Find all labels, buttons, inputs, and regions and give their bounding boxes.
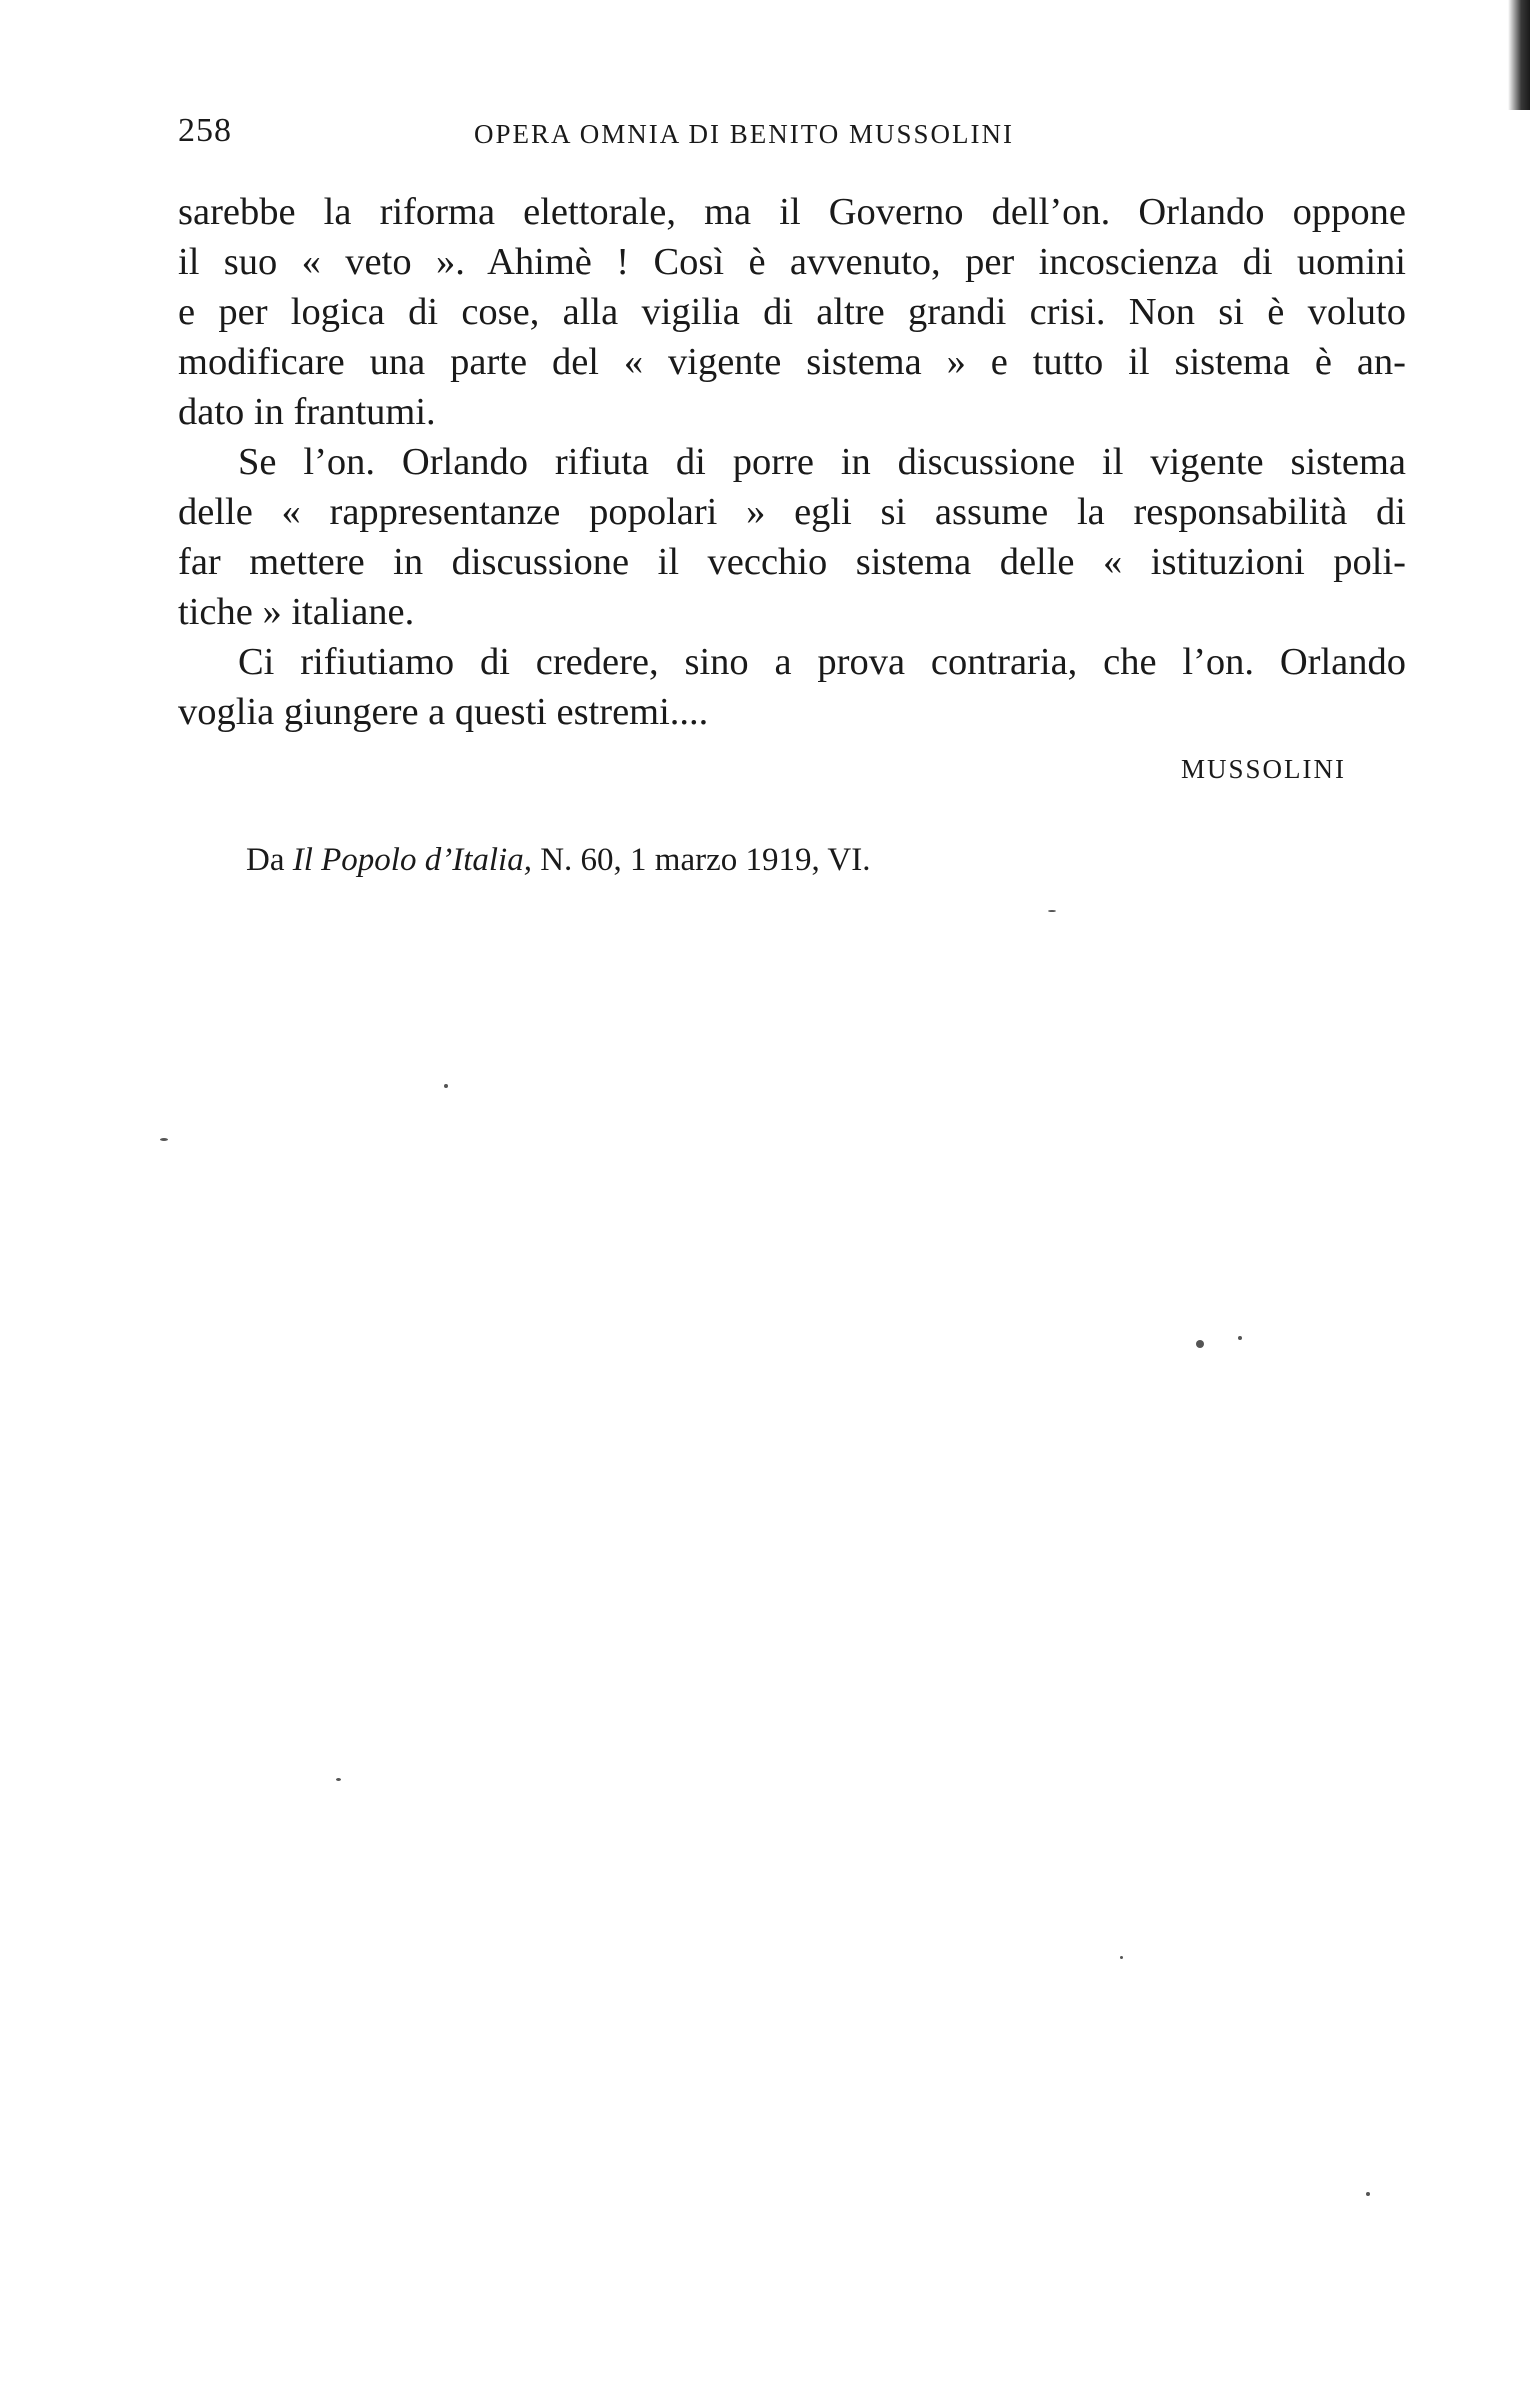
source-title: Il Popolo d’Italia, bbox=[292, 842, 532, 878]
text-line: dato in frantumi. bbox=[178, 391, 436, 433]
text-line: delle « rappresentanze popolari » egli si assume la responsabilità di bbox=[178, 491, 1406, 533]
body-text bbox=[178, 187, 1406, 737]
scan-speck bbox=[444, 1084, 448, 1088]
text-line: modificare una parte del « vigente sistema » e tutto il sistema è an- bbox=[178, 341, 1406, 383]
running-head: OPERA OMNIA DI BENITO MUSSOLINI bbox=[474, 119, 1015, 149]
scan-speck bbox=[1238, 1336, 1242, 1340]
source-citation bbox=[246, 842, 870, 879]
text-line: tiche » italiane. bbox=[178, 591, 415, 633]
scan-speck bbox=[1048, 910, 1056, 912]
signature: MUSSOLINI bbox=[1180, 754, 1346, 784]
text-line: Se l’on. Orlando rifiuta di porre in discussione il vigente sistema bbox=[238, 441, 1406, 483]
text-line: Ci rifiutiamo di credere, sino a prova contraria, che l’on. Orlando bbox=[238, 641, 1406, 683]
text-line: e per logica di cose, alla vigilia di altre grandi crisi. Non si è voluto bbox=[178, 291, 1406, 333]
text-line: far mettere in discussione il vecchio sistema delle « istituzioni poli- bbox=[178, 541, 1406, 583]
text-line: voglia giungere a questi estremi.... bbox=[178, 691, 709, 733]
scan-speck bbox=[336, 1778, 341, 1781]
page-number: 258 bbox=[178, 112, 232, 149]
text-line: il suo « veto ». Ahimè ! Così è avvenuto, per incoscienza di uomini bbox=[178, 241, 1406, 283]
source-prefix: Da bbox=[246, 842, 293, 878]
scan-speck bbox=[160, 1138, 168, 1141]
scan-speck bbox=[1366, 2192, 1370, 2196]
scan-speck bbox=[1120, 1956, 1123, 1959]
text-line: sarebbe la riforma elettorale, ma il Governo dell’on. Orlando oppone bbox=[178, 191, 1406, 233]
scan-speck bbox=[1196, 1340, 1204, 1348]
scan-edge-mark bbox=[1508, 0, 1530, 110]
page-header bbox=[178, 112, 1408, 162]
source-details: N. 60, 1 marzo 1919, VI. bbox=[531, 842, 871, 878]
